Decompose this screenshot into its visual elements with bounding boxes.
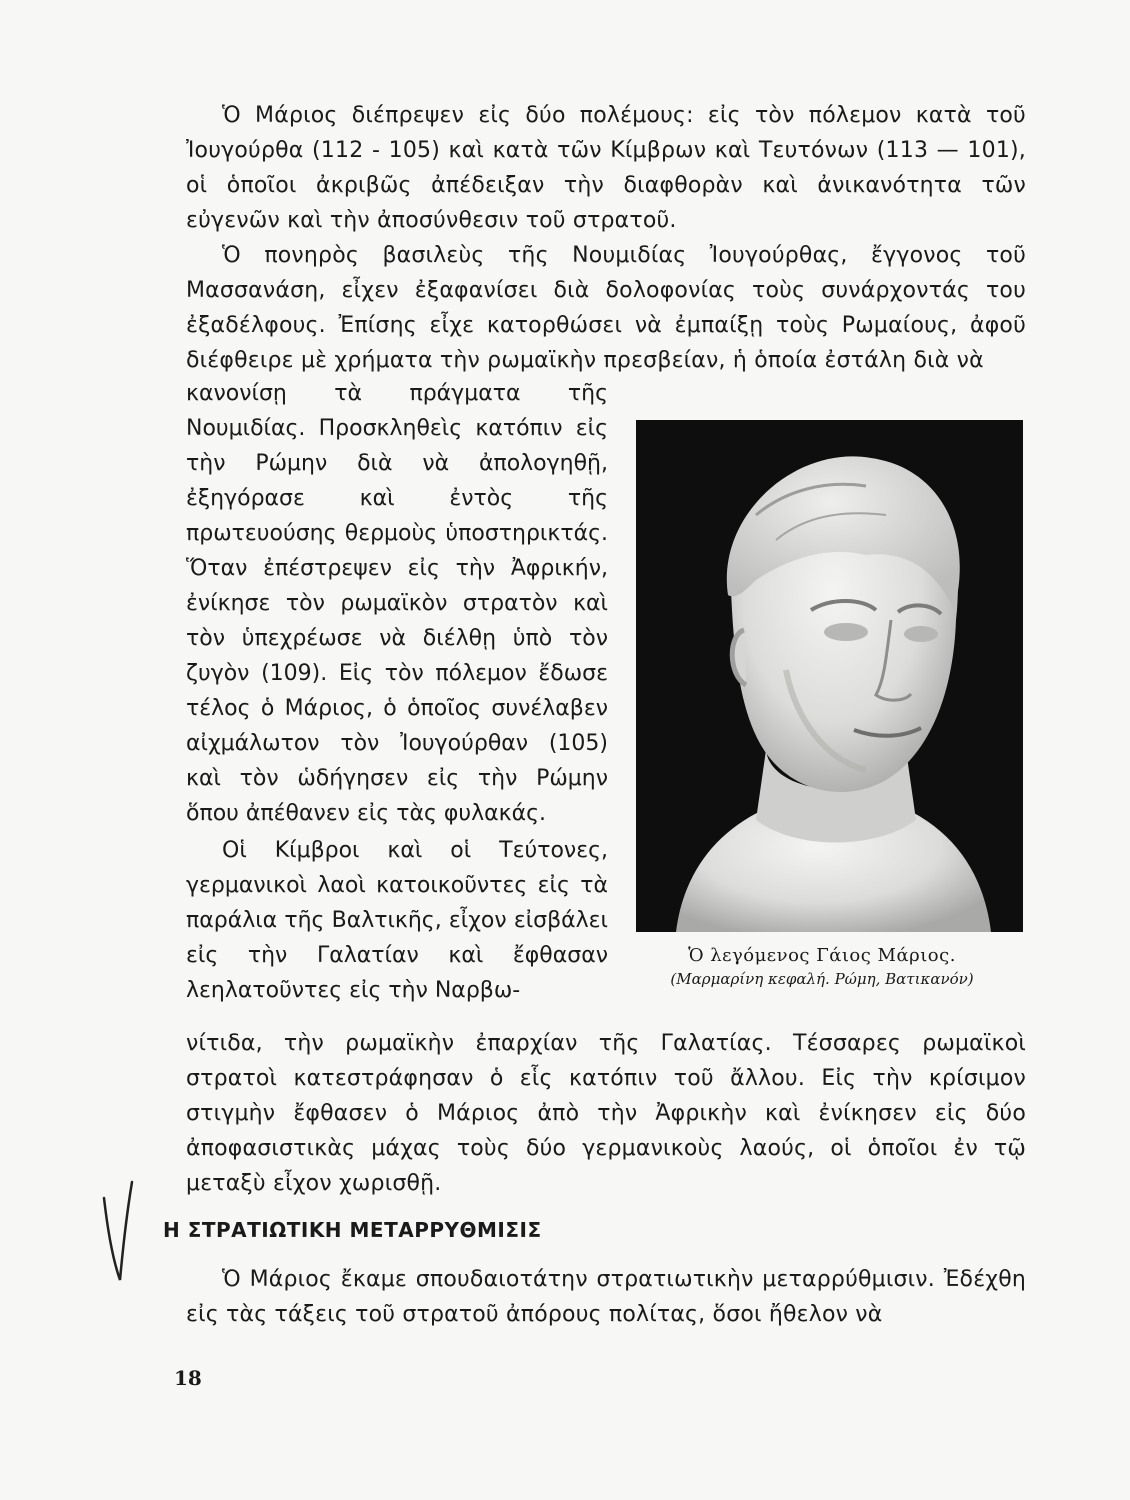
handwritten-checkmark [98,1178,138,1292]
caption-source: (Μαρμαρίνη κεφαλή. Ρώμη, Βατικανόν) [670,970,974,988]
paragraph-marius-wars [186,98,1026,378]
paragraph-cimbri-start: Οἱ Κίμβροι καὶ οἱ Τεύτονες, γερμανικοὶ λαοὶ κατοικοῦντες εἰς τὰ παράλια τῆς Βαλτικῆς, εἶχον εἰσβάλει εἰς τὴν Γαλατίαν καὶ ἔφθασαν λεηλατοῦντες εἰς τὴν Ναρβω- [186,838,608,1003]
section-heading: Η ΣΤΡΑΤΙΩΤΙΚΗ ΜΕΤΑΡΡΥΘΜΙΣΙΣ [163,1218,542,1242]
bust-illustration [636,420,1023,932]
paragraph-cimbri-continued-block [186,1026,1026,1201]
caption-title: Ὁ λεγόμενος Γάιος Μάριος. [688,945,956,966]
paragraph-cimbri-continued: νίτιδα, τὴν ρωμαϊκὴν ἐπαρχίαν τῆς Γαλατίας. Τέσσαρες ρωμαϊκοὶ στρατοὶ κατεστράφησαν ὁ εἷς κατόπιν τοῦ ἄλλου. Εἰς τὴν κρίσιμον στιγμὴν ἔφθασεν ὁ Μάριος ἀπὸ τὴν Ἀφρικὴν καὶ ἐνίκησεν εἰς δύο ἀποφασιστικὰς μάχας τοὺς δύο γερμανικοὺς λαούς, οἱ ὁποῖοι ἐν τῷ μεταξὺ εἶχον χωρισθῇ. [186,1031,1026,1196]
paragraph-1-text: Ὁ Μάριος διέπρεψεν εἰς δύο πολέμους: εἰς τὸν πόλεμον κατὰ τοῦ Ἰουγούρθα (112 - 105) καὶ κατὰ τῶν Κίμβρων καὶ Τευτόνων (113 — 101), οἱ ὁποῖοι ἀκριβῶς ἀπέδειξαν τὴν διαφθορὰν καὶ ἀνικανότητα τῶν εὐγενῶν καὶ τὴν ἀποσύνθεσιν τοῦ στρατοῦ. [186,103,1026,233]
figure-caption [612,945,1032,988]
paragraph-jugurtha-start: Ὁ πονηρὸς βασιλεὺς τῆς Νουμιδίας Ἰουγούρθας, ἔγγονος τοῦ Μασσανάση, εἶχεν ἐξαφανίσει διὰ δολοφονίας τοὺς συνάρχοντάς του ἐξαδέλφους. Ἐπίσης εἶχε κατορθώσει νὰ ἐμπαίξῃ τοὺς Ρωμαίους, ἀφοῦ διέφθειρε μὲ χρήματα τὴν ρωμαϊκὴν πρεσβείαν, ἡ ὁποία ἐστάλη διὰ νὰ [186,243,1026,373]
paragraph-military-reform: Ὁ Μάριος ἔκαμε σπουδαιοτάτην στρατιωτικὴν μεταρρύθμισιν. Ἐδέχθη εἰς τὰς τάξεις τοῦ στρατοῦ ἀπόρους πολίτας, ὅσοι ἤθελον νὰ [186,1267,1026,1327]
marius-bust-photo [636,420,1023,932]
paragraph-military-reform-block [186,1262,1026,1332]
text-column-left [186,376,608,1008]
page-number: 18 [174,1366,202,1390]
paragraph-jugurtha-continued: κανονίσῃ τὰ πράγματα τῆς Νουμιδίας. Προσκληθεὶς κατόπιν εἰς τὴν Ρώμην διὰ νὰ ἀπολογηθῇ, ἐξηγόρασε καὶ ἐντὸς τῆς πρωτευούσης θερμοὺς ὑποστηρικτάς. Ὅταν ἐπέστρεψεν εἰς τὴν Ἀφρικήν, ἐνίκησε τὸν ρωμαϊκὸν στρατὸν καὶ τὸν ὑπεχρέωσε νὰ διέλθῃ ὑπὸ τὸν ζυγὸν (109). Εἰς τὸν πόλεμον ἔδωσε τέλος ὁ Μάριος, ὁ ὁποῖος συνέλαβεν αἰχμάλωτον τὸν Ἰουγούρθαν (105) καὶ τὸν ὡδήγησεν εἰς τὴν Ρώμην ὅπου ἀπέθανεν εἰς τὰς φυλακάς. [186,381,608,826]
